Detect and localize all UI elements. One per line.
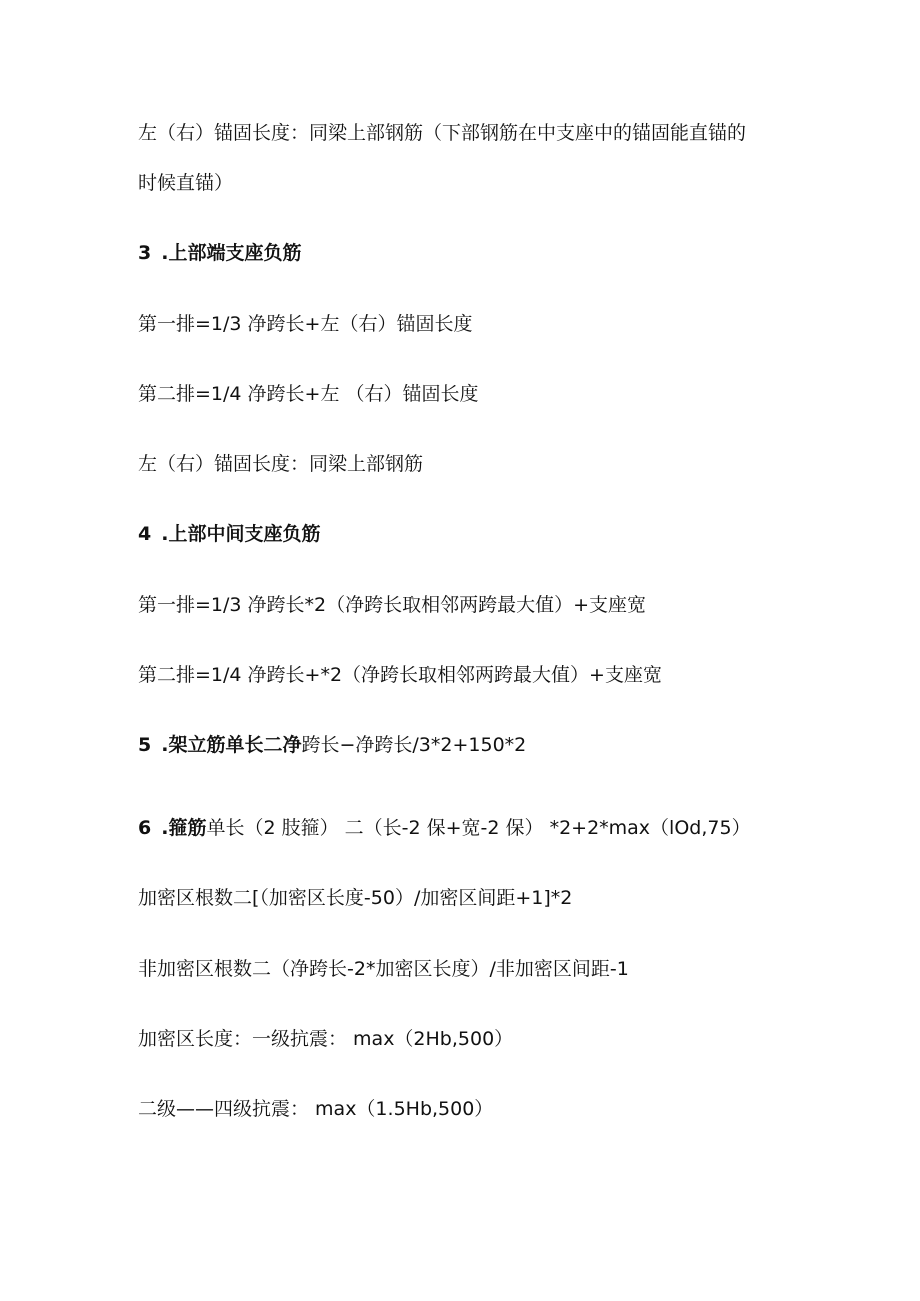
section-number: 3 (138, 242, 152, 264)
line-text: 二级——四级抗震： max（1.5Hb,500） (138, 1098, 494, 1120)
section-3-heading (138, 240, 301, 266)
section-4-heading (138, 521, 320, 547)
dense-zone-length-grade1 (138, 1026, 513, 1052)
section-title: 上部中间支座负筋 (168, 523, 321, 545)
section-number: 5 (138, 734, 152, 756)
section-formula: 跨长−净跨长/3*2+150*2 (301, 734, 527, 756)
line-text: 第一排=1/3 净跨长*2（净跨长取相邻两跨最大值）+支座宽 (138, 594, 647, 616)
section-dot: . (161, 734, 169, 756)
section-title: 上部端支座负筋 (168, 242, 302, 264)
section-6-heading (138, 815, 751, 841)
section-number: 6 (138, 817, 152, 839)
section-dot: . (161, 242, 169, 264)
formula-second-row-middle-support (138, 662, 662, 688)
line-text: 左（右）锚固长度：同梁上部钢筋（下部钢筋在中支座中的锚固能直锚的 (138, 122, 747, 144)
line-text: 第二排=1/4 净跨长+*2（净跨长取相邻两跨最大值）+支座宽 (138, 664, 662, 686)
non-dense-zone-count-formula (138, 956, 629, 982)
line-text: 非加密区根数二（净跨长-2*加密区长度）/非加密区间距-1 (138, 958, 629, 980)
section-number: 4 (138, 523, 152, 545)
section-title: 架立筋单长二净 (168, 734, 302, 756)
section-formula: 单长（2 肢箍） 二（长-2 保+宽-2 保） *2+2*max（lOd,75） (206, 817, 751, 839)
formula-second-row-end-support (138, 381, 479, 407)
section-title: 箍筋 (168, 817, 207, 839)
dense-zone-length-grade2-4 (138, 1096, 493, 1122)
anchor-length-note-line2 (138, 170, 233, 196)
anchor-length-note-line1 (138, 120, 746, 146)
dense-zone-count-formula (138, 885, 572, 911)
formula-first-row-middle-support (138, 592, 646, 618)
anchor-length-same-as-top (138, 451, 423, 477)
line-text: 左（右）锚固长度：同梁上部钢筋 (138, 453, 424, 475)
line-text: 时候直锚） (138, 172, 234, 194)
line-text: 加密区根数二[（加密区长度-50）/加密区间距+1]*2 (138, 887, 573, 909)
line-text: 第二排=1/4 净跨长+左 （右）锚固长度 (138, 383, 479, 405)
line-text: 加密区长度：一级抗震： max（2Hb,500） (138, 1028, 514, 1050)
formula-first-row-end-support (138, 311, 472, 337)
section-dot: . (161, 817, 169, 839)
section-dot: . (161, 523, 169, 545)
section-5-heading (138, 732, 526, 758)
line-text: 第一排=1/3 净跨长+左（右）锚固长度 (138, 313, 473, 335)
